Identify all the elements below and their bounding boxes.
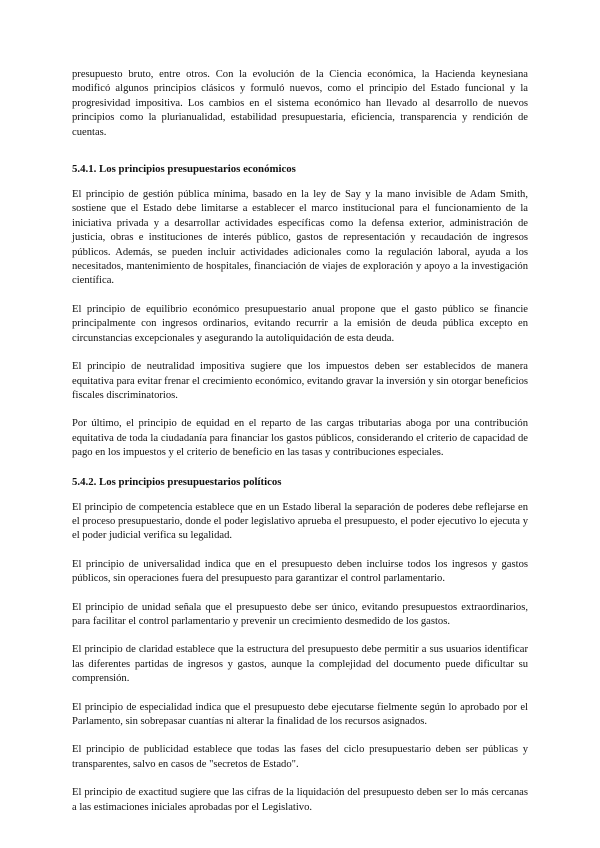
paragraph-equidad-cargas: Por último, el principio de equidad en el reparto de las cargas tributarias aboga por una contribución equitativa de toda la ciudadanía para financiar los gastos públicos, considerando el criterio de capacidad de pago en los impuestos y el criterio de beneficio en las tasas y contribuciones especiales. [72,418,528,459]
paragraph-exactitud: El principio de exactitud sugiere que las cifras de la liquidación del presupuesto deben ser lo más cercanas a las estimaciones iniciales aprobadas por el Legislativo. [72,787,528,813]
intro-paragraph: presupuesto bruto, entre otros. Con la evolución de la Ciencia económica, la Hacienda keynesiana modificó algunos principios clásicos y formuló nuevos, como el principio del Estado funcional y la progresividad impositiva. Los cambios en el sistema económico han llevado al desarrollo de nuevos principios como la plurianualidad, estabilidad presupuestaria, eficiencia, transparencia y rendición de cuentas. [72,69,528,138]
paragraph-equilibrio-economico: El principio de equilibrio económico presupuestario anual propone que el gasto público se financie principalmente con ingresos ordinarios, evitando recurrir a la emisión de deuda pública excepto en circunstancias excepcionales y asegurando la autoliquidación de esta deuda. [72,303,528,344]
paragraph-universalidad: El principio de universalidad indica que en el presupuesto deben incluirse todos los ingresos y gastos públicos, sin operaciones fuera del presupuesto para garantizar el control parlamentario. [72,558,528,585]
paragraph-publicidad: El principio de publicidad establece que todas las fases del ciclo presupuestario deben ser públicas y transparentes, salvo en casos de "secretos de Estado". [72,744,528,770]
paragraph-especialidad: El principio de especialidad indica que el presupuesto debe ejecutarse fielmente según lo aprobado por el Parlamento, sin sobrepasar cuantías ni alterar la finalidad de los recursos asignados. [72,701,528,727]
section-heading-economic: 5.4.1. Los principios presupuestarios económicos [72,163,296,176]
section-heading-political: 5.4.2. Los principios presupuestarios políticos [72,475,282,488]
paragraph-unidad: El principio de unidad señala que el presupuesto debe ser único, evitando presupuestos extraordinarios, para facilitar el control parlamentario y prevenir un crecimiento desmedido de los gastos. [72,601,528,627]
paragraph-neutralidad-impositiva: El principio de neutralidad impositiva sugiere que los impuestos deben ser establecidos de manera equitativa para evitar frenar el crecimiento económico, evitando gravar la inversión y sin otorgar beneficios fiscales discriminatorios. [72,361,528,401]
paragraph-claridad: El principio de claridad establece que la estructura del presupuesto debe permitir a sus usuarios identificar las diferentes partidas de ingresos y gastos, aunque la complejidad del documento puede dificultar su comprensión. [72,644,528,685]
paragraph-competencia: El principio de competencia establece que en un Estado liberal la separación de poderes debe reflejarse en el proceso presupuestario, donde el poder legislativo aprueba el presupuesto, el poder ejecutivo lo ejecuta y el poder judicial verifica su legalidad. [72,501,528,542]
paragraph-gestion-publica-minima: El principio de gestión pública mínima, basado en la ley de Say y la mano invisible de Adam Smith, sostiene que el Estado debe limitarse a establecer el marco institucional para el funcionamiento de la iniciativa privada y a desarrollar actividades específicas como la defensa exterior, administración de justicia, obras e instituciones de interés público, gastos de representación y recaudación de ingresos públicos. Además, se pueden incluir actividades adicionales como la regulación laboral, ayuda a los necesitados, mantenimiento de hospitales, financiación de viajes de exploración y apoyo a la investigación científica. [72,189,528,287]
